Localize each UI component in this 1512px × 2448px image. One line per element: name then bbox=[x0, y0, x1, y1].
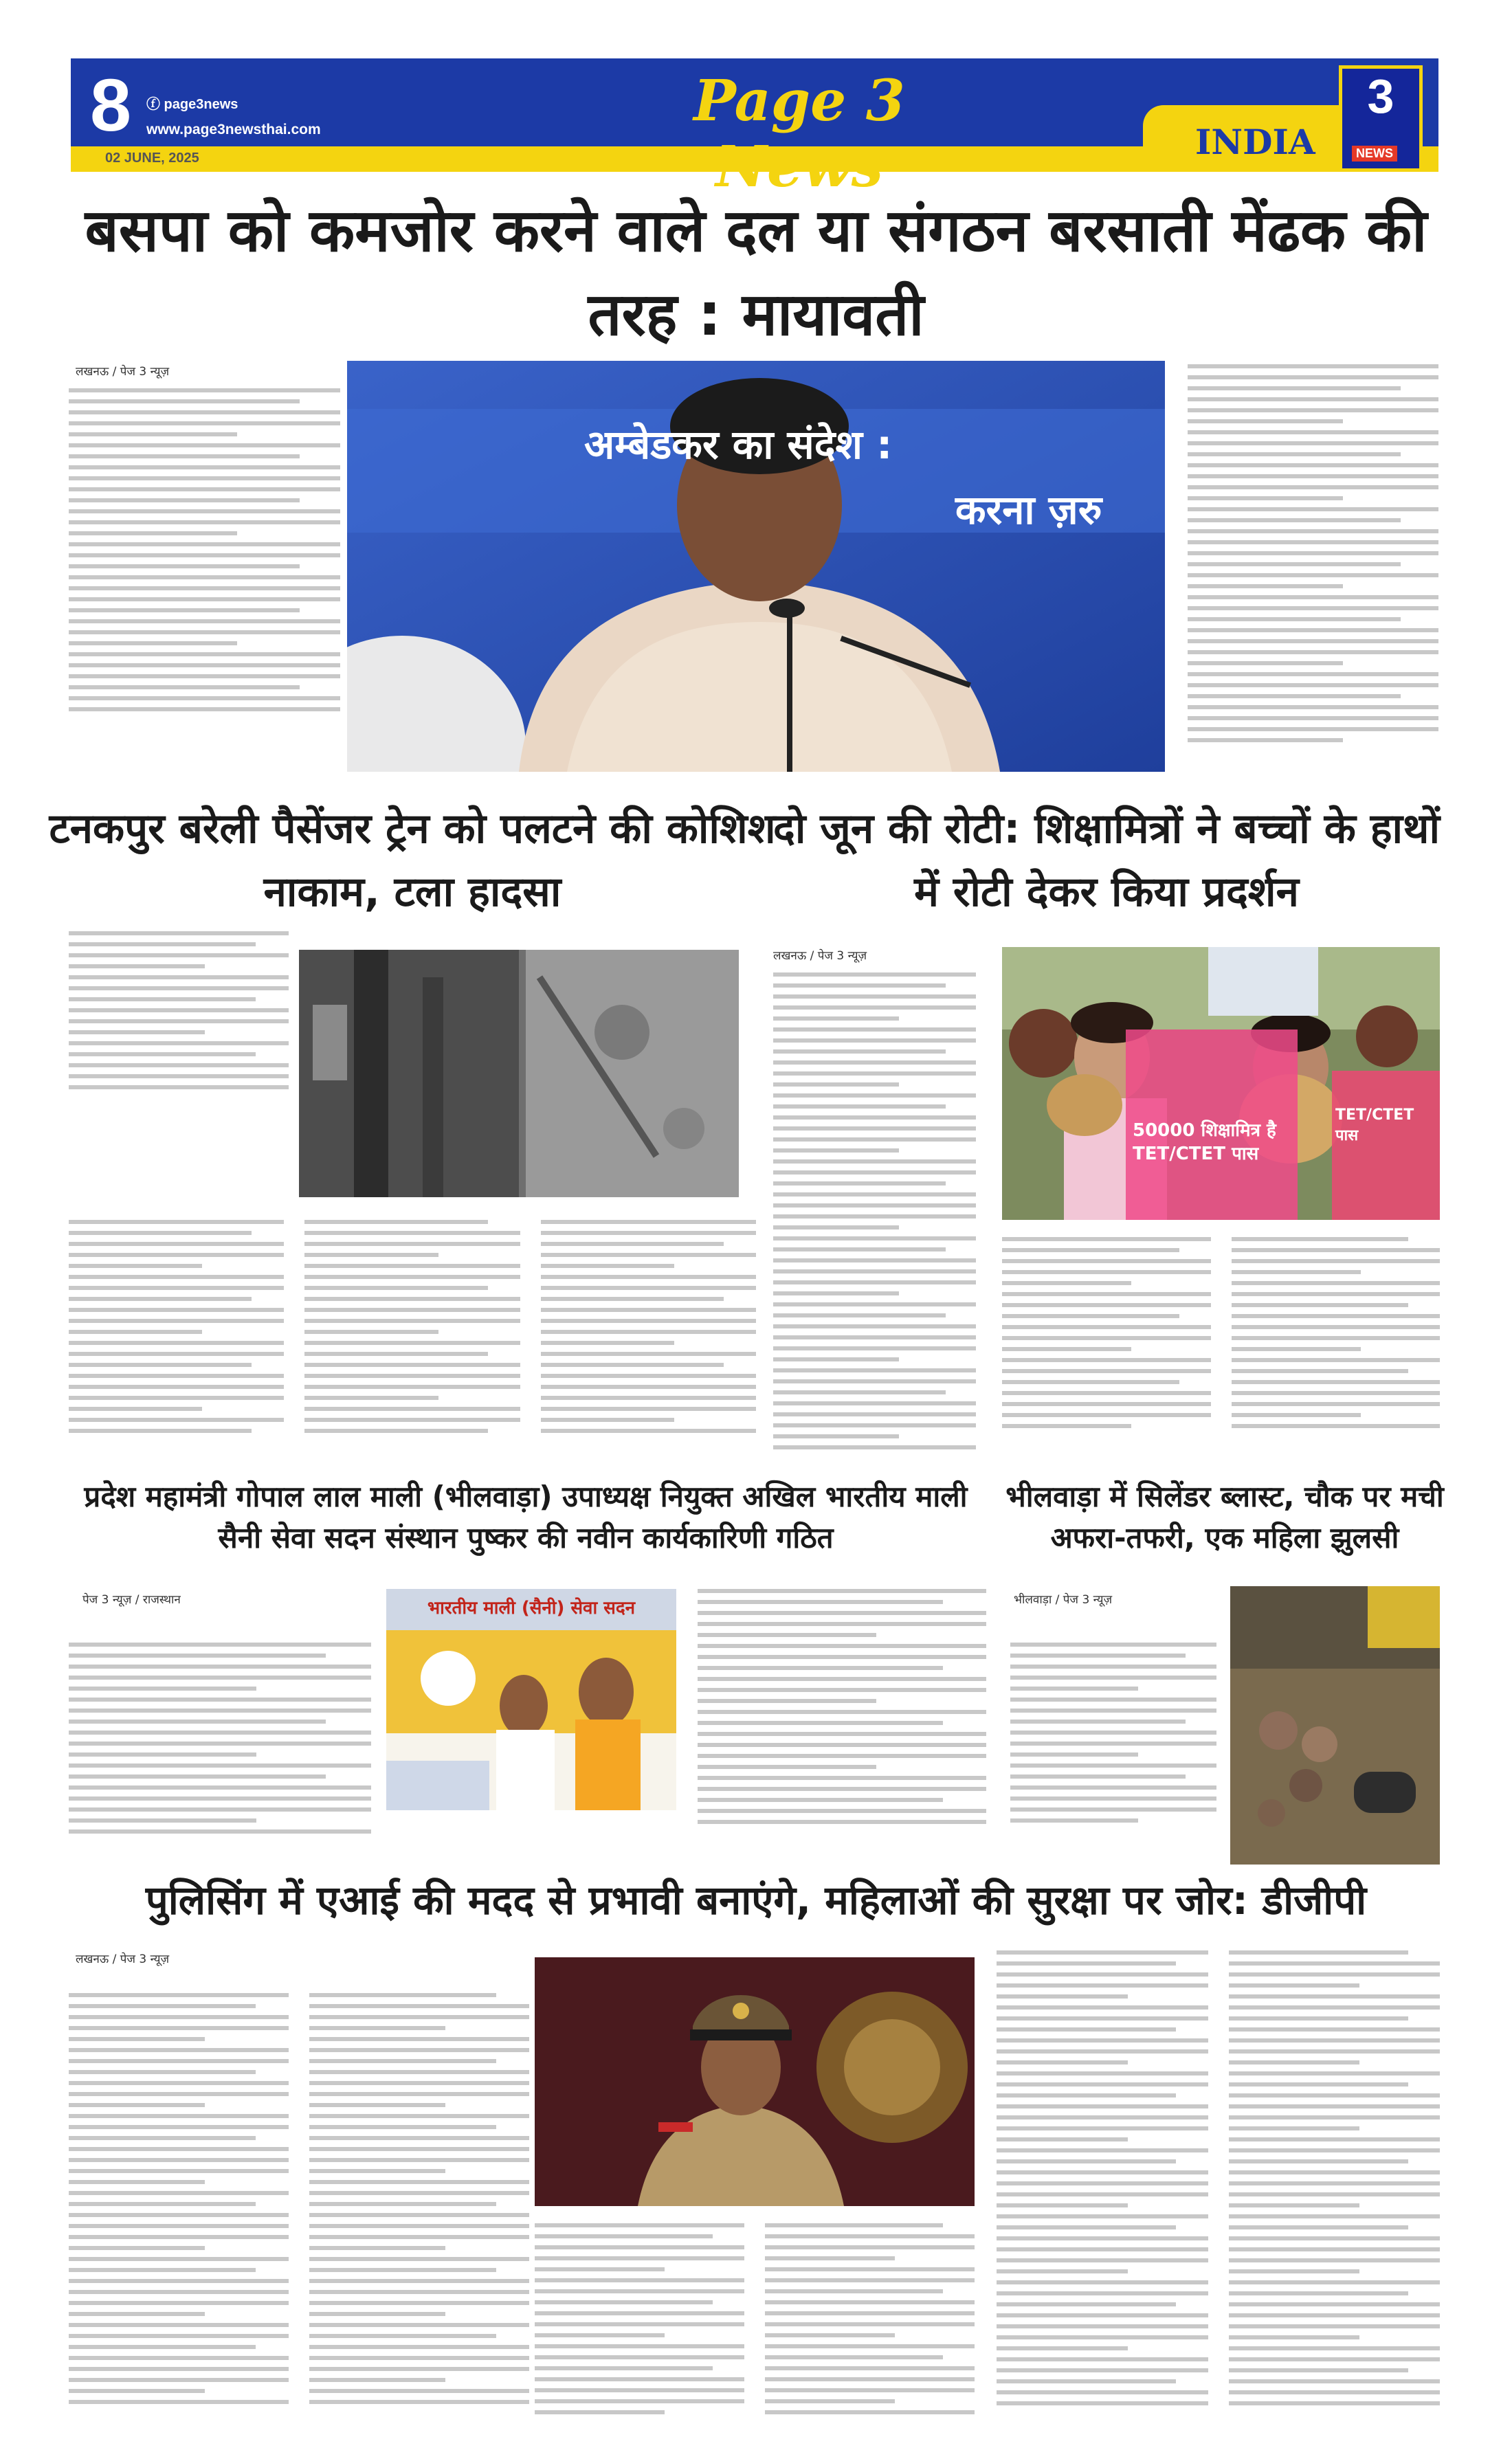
issue-date: 02 JUNE, 2025 bbox=[105, 151, 199, 166]
lead-photo-banner-1: अम्बेडकर का संदेश : bbox=[584, 421, 893, 468]
shikshamitra-byline: लखनऊ / पेज 3 न्यूज़ bbox=[773, 949, 867, 963]
blast-body bbox=[1010, 1643, 1216, 1842]
train-photo bbox=[299, 950, 739, 1197]
shikshamitra-placard-2: TET/CTET पास bbox=[1335, 1106, 1414, 1144]
masthead bbox=[71, 58, 1438, 200]
dgp-byline: लखनऊ / पेज 3 न्यूज़ bbox=[76, 1952, 170, 1966]
train-body-left-top bbox=[69, 931, 289, 1213]
blast-headline: भीलवाड़ा में सिलेंडर ब्लास्ट, चौक पर मची अफरा-तफरी, एक महिला झुलसी bbox=[1005, 1480, 1444, 1555]
mali-photo bbox=[386, 1589, 676, 1810]
mali-headline: प्रदेश महामंत्री गोपाल लाल माली (भीलवाड़ा) उपाध्यक्ष नियुक्त अखिल भारतीय माली सैनी सेवा सदन संस्थान पुष्कर की नवीन कार्यकारिणी गठित bbox=[84, 1480, 968, 1555]
dgp-photo bbox=[535, 1957, 975, 2206]
lead-body-right bbox=[1188, 364, 1438, 777]
shikshamitra-photo bbox=[1002, 947, 1440, 1220]
dgp-body-middle bbox=[535, 2223, 975, 2429]
dgp-headline: पुलिसिंग में एआई की मदद से प्रभावी बनाएंगे, महिलाओं की सुरक्षा पर जोर: डीजीपी bbox=[145, 1877, 1367, 1924]
lead-photo bbox=[347, 361, 1165, 772]
page-number: 8 bbox=[90, 63, 132, 146]
lead-headline: बसपा को कमजोर करने वाले दल या संगठन बरसाती मेंढक की तरह : मायावती bbox=[85, 197, 1427, 349]
logo-number: 3 bbox=[1367, 69, 1394, 123]
train-headline: टनकपुर बरेली पैसेंजर ट्रेन को पलटने की कोशिश नाकाम, टला हादसा bbox=[49, 805, 776, 916]
blast-byline: भीलवाड़ा / पेज 3 न्यूज़ bbox=[1014, 1593, 1113, 1607]
lead-byline: लखनऊ / पेज 3 न्यूज़ bbox=[76, 365, 170, 379]
shikshamitra-body-right bbox=[1002, 1237, 1440, 1464]
mali-banner: भारतीय माली (सैनी) सेवा सदन bbox=[427, 1598, 636, 1618]
lead-body-left bbox=[69, 388, 340, 739]
mali-byline: पेज 3 न्यूज़ / राजस्थान bbox=[82, 1593, 181, 1607]
logo-tag: NEWS bbox=[1352, 146, 1397, 162]
shikshamitra-headline: दो जून की रोटी: शिक्षामित्रों ने बच्चों के हाथों में रोटी देकर किया प्रदर्शन bbox=[773, 805, 1440, 916]
blast-photo bbox=[1230, 1586, 1440, 1865]
dgp-body-left bbox=[69, 1993, 529, 2426]
website-link[interactable]: www.page3newsthai.com bbox=[146, 122, 321, 137]
country-label: INDIA bbox=[1195, 122, 1315, 162]
lead-photo-banner-2: करना ज़रु bbox=[955, 487, 1102, 533]
brand-logo: Page 3 News bbox=[693, 68, 905, 200]
social-handle[interactable]: ⓕ page3news bbox=[146, 97, 238, 112]
shikshamitra-placard-1: 50000 शिक्षामित्र है TET/CTET पास bbox=[1133, 1120, 1276, 1164]
page3-logo-icon bbox=[1339, 65, 1423, 172]
train-body-bottom bbox=[69, 1220, 756, 1464]
dgp-body-right bbox=[997, 1950, 1440, 2432]
mali-body-left bbox=[69, 1643, 371, 1849]
shikshamitra-body-left bbox=[773, 972, 976, 1457]
mali-body-right bbox=[698, 1589, 986, 1843]
